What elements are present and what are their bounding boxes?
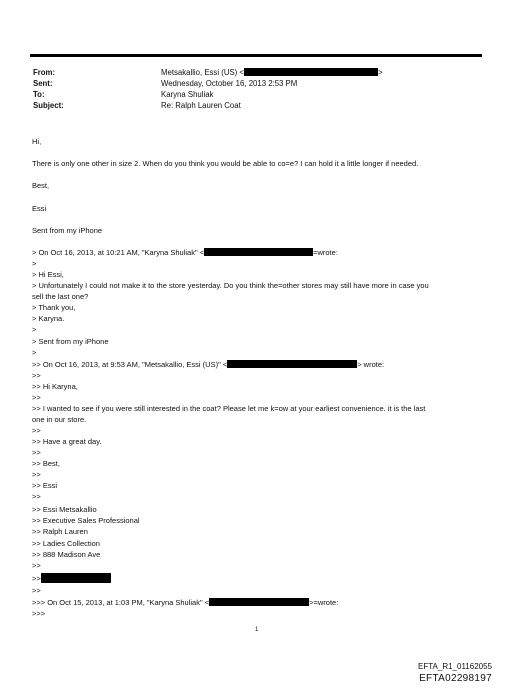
body-line: >> Ladies Collection xyxy=(32,539,100,548)
page-number: 1 xyxy=(255,627,259,633)
body-line: >> Ralph Lauren xyxy=(32,527,88,536)
to-value: Karyna Shuliak xyxy=(161,90,214,99)
body-line: sell the last one? xyxy=(32,292,89,301)
body-line: Hi, xyxy=(32,137,42,146)
body-line: > Karyna. xyxy=(32,314,65,323)
from-tail: > xyxy=(377,68,383,77)
quote-header: >>> On Oct 15, 2013, at 1:03 PM, "Karyna Shuliak" < >=wrote: xyxy=(32,598,339,607)
subject-value: Re: Ralph Lauren Coat xyxy=(161,101,241,110)
body-line: >> I wanted to see if you were still interested in the coat? Please let me k=ow at your earliest convenience. it is the last xyxy=(32,404,426,413)
body-line: > xyxy=(32,348,37,357)
subject-label: Subject: xyxy=(33,101,64,110)
body-line: Sent from my iPhone xyxy=(32,226,103,235)
body-line: > Unfortunately I could not make it to the store yesterday. Do you think the=other stores may still have more in case you xyxy=(32,281,429,290)
body-line: >> xyxy=(32,492,41,501)
body-line: > xyxy=(32,325,37,334)
body-line: >> xyxy=(32,371,41,380)
body-line: >> xyxy=(32,470,41,479)
body-line: >> xyxy=(32,393,41,402)
body-line: >> Best, xyxy=(32,459,60,468)
body-line: >> xyxy=(32,573,111,583)
redaction-box xyxy=(209,598,309,606)
body-line: >> Essi Metsakallio xyxy=(32,505,97,514)
sent-label: Sent: xyxy=(33,79,53,88)
body-line: > xyxy=(32,259,37,268)
body-line: > Thank you, xyxy=(32,303,76,312)
quote-header: >> On Oct 16, 2013, at 9:53 AM, "Metsakallio, Essi (US)" < > wrote: xyxy=(32,360,385,369)
body-line: > Sent from my iPhone xyxy=(32,337,109,346)
body-line: >> Essi xyxy=(32,481,58,490)
body-line: >> xyxy=(32,561,41,570)
quote-header: > On Oct 16, 2013, at 10:21 AM, "Karyna Shuliak" < =wrote: xyxy=(32,248,338,257)
to-label: To: xyxy=(33,90,45,99)
body-line: Essi xyxy=(32,204,47,213)
body-line: >> Executive Sales Professional xyxy=(32,516,140,525)
body-line: >> xyxy=(32,426,41,435)
redaction-box xyxy=(244,68,378,76)
body-line: > Hi Essi, xyxy=(32,270,64,279)
body-line: >> xyxy=(32,586,41,595)
body-line: >> Have a great day. xyxy=(32,437,102,446)
body-line: >> Hi Karyna, xyxy=(32,382,78,391)
redaction-box xyxy=(41,573,111,583)
bates-number-secondary: EFTA02298197 xyxy=(419,673,492,684)
from-value: Metsakallio, Essi (US) < xyxy=(161,68,244,77)
redaction-box xyxy=(204,248,313,256)
body-line: >> 888 Madison Ave xyxy=(32,550,101,559)
sent-value: Wednesday, October 16, 2013 2:53 PM xyxy=(161,79,298,88)
body-line: There is only one other in size 2. When do you think you would be able to co=e? I can hold it a little longer if needed. xyxy=(32,159,419,168)
body-line: one in our store. xyxy=(32,415,87,424)
bates-number-primary: EFTA_R1_01162055 xyxy=(418,662,492,671)
body-line: >>> xyxy=(32,609,46,618)
redaction-box xyxy=(227,360,357,368)
body-line: >> xyxy=(32,448,41,457)
body-line: Best, xyxy=(32,181,50,190)
from-label: From: xyxy=(33,68,56,77)
header-rule xyxy=(30,54,482,57)
